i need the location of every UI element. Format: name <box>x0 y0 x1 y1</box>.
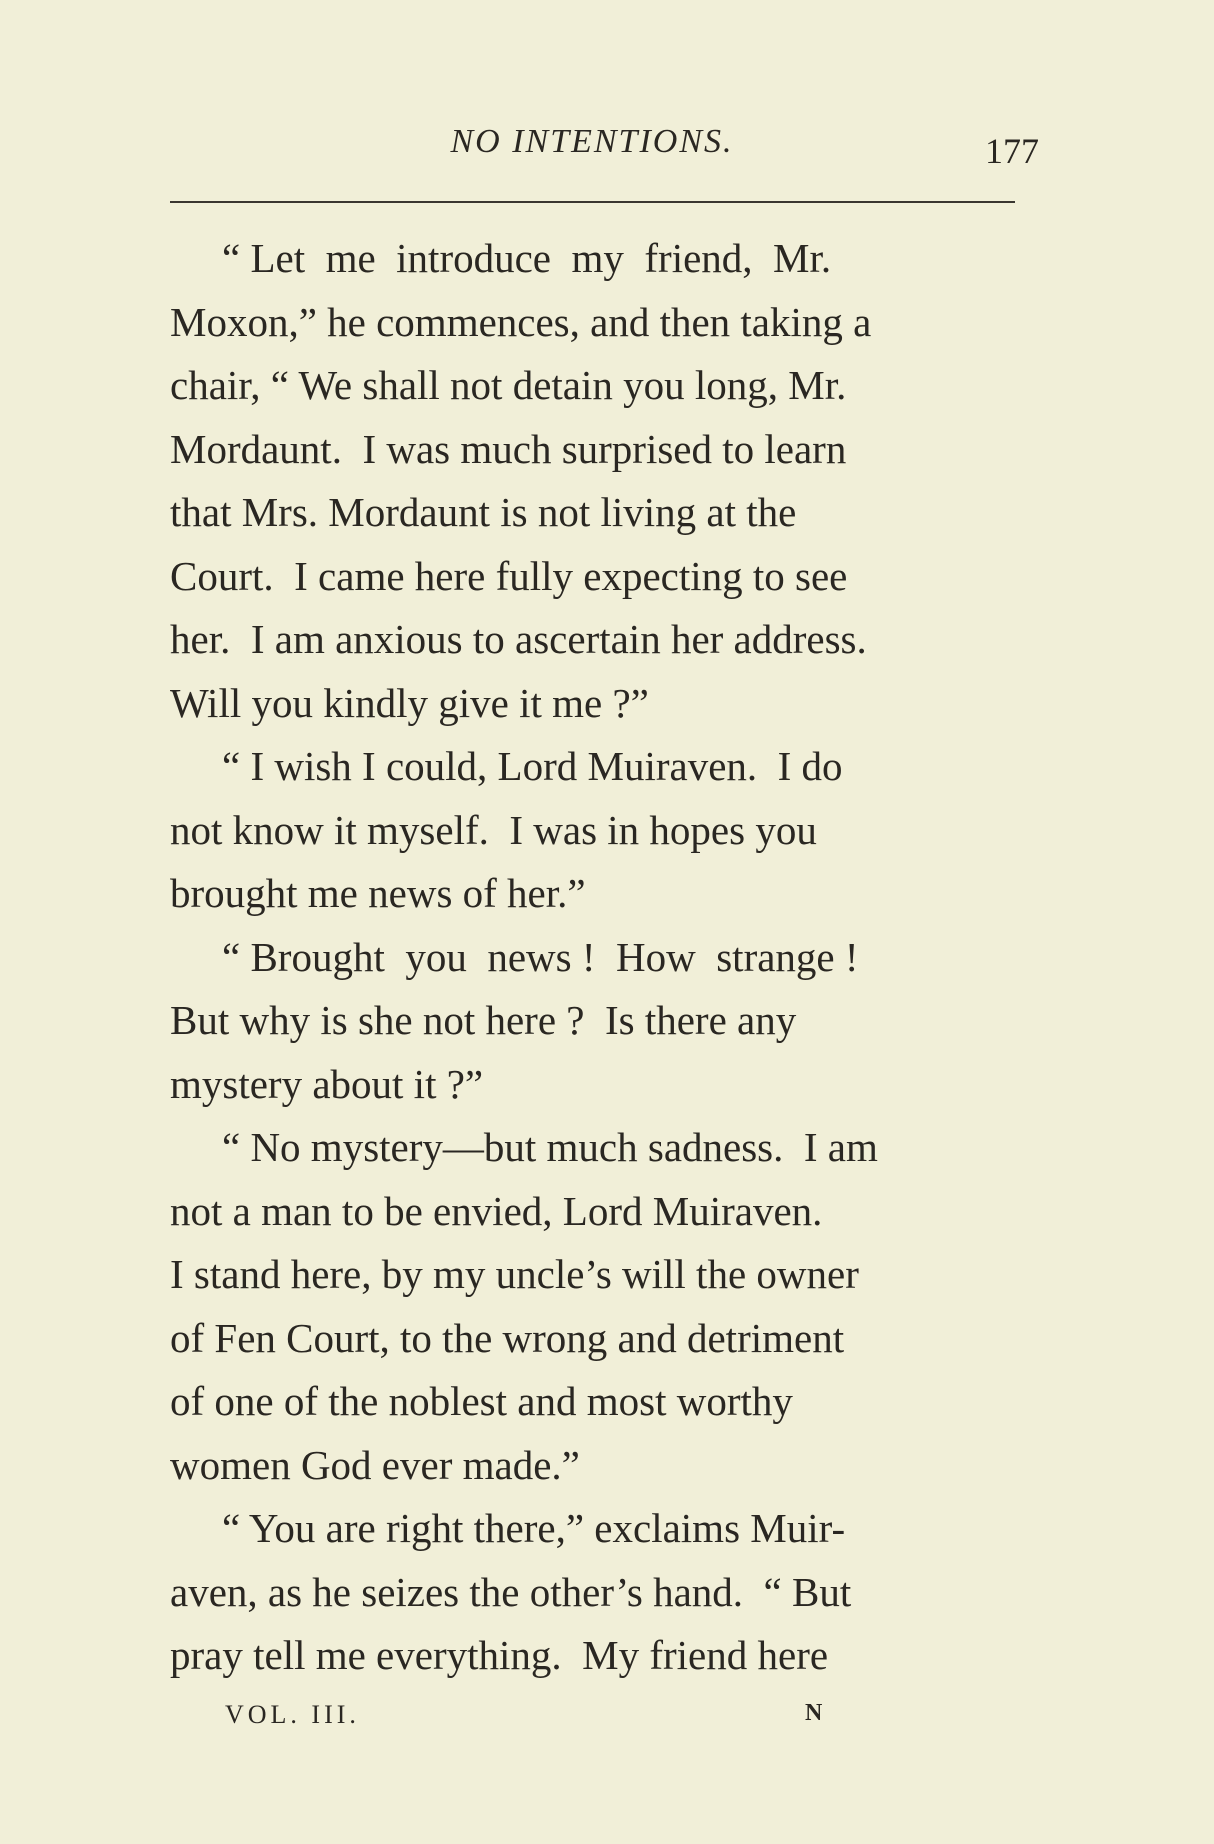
page-footer <box>225 1700 1025 1740</box>
text-line: Court. I came here fully expecting to see <box>170 552 848 599</box>
text-line: not a man to be envied, Lord Muiraven. <box>170 1187 823 1234</box>
text-line: “ I wish I could, Lord Muiraven. I do <box>222 743 843 789</box>
text-line: pray tell me everything. My friend here <box>170 1632 829 1678</box>
running-title: NO INTENTIONS. <box>450 123 734 160</box>
body-text <box>170 227 1070 1688</box>
text-line: her. I am anxious to ascertain her address. <box>170 616 867 662</box>
text-line: women God ever made.” <box>170 1441 580 1488</box>
text-line: “ Brought you news ! How strange ! <box>222 933 859 980</box>
volume-label: VOL. III. <box>225 1700 360 1729</box>
text-line: Mordaunt. I was much surprised to learn <box>170 425 847 472</box>
text-line: of one of the noblest and most worthy <box>170 1378 793 1424</box>
text-line: that Mrs. Mordaunt is not living at the <box>170 489 797 535</box>
text-line: of Fen Court, to the wrong and detriment <box>170 1314 845 1361</box>
page-number: 177 <box>985 131 1039 171</box>
text-line: I stand here, by my uncle’s will the owner <box>170 1251 859 1297</box>
running-head <box>167 118 1039 171</box>
text-line: not know it myself. I was in hopes you <box>170 806 817 853</box>
text-line: brought me news of her.” <box>170 870 586 916</box>
text-line: “ You are right there,” exclaims Muir- <box>222 1505 846 1551</box>
text-line: chair, “ We shall not detain you long, Mr. <box>170 362 847 408</box>
text-line: Will you kindly give it me ?” <box>170 679 649 726</box>
text-line: “ Let me introduce my friend, Mr. <box>222 235 832 281</box>
text-line: Moxon,” he commences, and then taking a <box>170 298 872 345</box>
text-line: mystery about it ?” <box>170 1060 484 1107</box>
text-line: “ No mystery—but much sadness. I am <box>222 1124 878 1170</box>
signature-mark: N <box>805 1700 827 1726</box>
text-line: But why is she not here ? Is there any <box>170 997 797 1043</box>
text-line: aven, as he seizes the other’s hand. “ But <box>170 1568 852 1615</box>
header-rule <box>170 201 1015 203</box>
